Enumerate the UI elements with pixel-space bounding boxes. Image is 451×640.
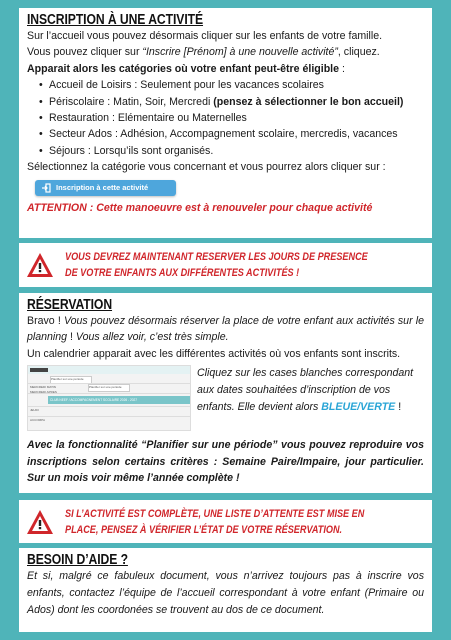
inscription-card [19, 8, 432, 238]
list-item: • Périscolaire : Matin, Soir, Mercredi (pensez à sélectionner le bon accueil) [39, 94, 424, 110]
categories-intro: Apparait alors les catégories où votre enfant peut-être éligible : [27, 62, 345, 75]
list-item: • Restauration : Elémentaire ou Maternelles [39, 110, 424, 126]
attention-note: ATTENTION : Cette manoeuvre est à renouveler pour chaque activité [27, 201, 373, 214]
warning-triangle-icon [25, 508, 55, 536]
inscription-button-label: Inscription à cette activité [56, 183, 149, 193]
warning-banner-waitlist [19, 500, 432, 543]
select-line: Sélectionnez la catégorie vous concernant et vous pourrez alors cliquer sur : [27, 161, 386, 174]
calendar-cell[interactable]: Planifier sur une période [50, 376, 92, 384]
click-line: Vous pouvez cliquer sur “Inscrire [Prénom] à une nouvelle activité”, cliquez. [27, 46, 380, 59]
help-card [19, 548, 432, 632]
planifier-paragraph: Avec la fonctionnalité “Planifier sur une période” vous pouvez reproduire vos inscriptions selon certains critères : Semaine Paire/Impaire, jour particulier. Sur un mois voir même l’année complète ! [27, 439, 424, 485]
categories-list [27, 77, 424, 159]
calendar-section [27, 365, 424, 431]
list-item: • Secteur Ados : Adhésion, Accompagnement scolaire, mercredis, vacances [39, 126, 424, 142]
calendar-screenshot: Planifier sur une période Planifier sur une période MERCREDI MATIN MERCREDI APRES JEUDI ACCOMPA CLUB NEEF / ACCOMPAGNEMENT SCOLAIRE 2026 - 2027 [27, 365, 191, 431]
list-item: • Séjours : Lorsqu’ils sont organisés. [39, 143, 424, 159]
inscription-title: INSCRIPTION À UNE ACTIVITÉ [27, 12, 204, 28]
intro-line: Sur l’accueil vous pouvez désormais cliquer sur les enfants de votre famille. [27, 30, 383, 42]
warning-banner-reserve [19, 243, 432, 287]
activity-bar: CLUB NEEF / ACCOMPAGNEMENT SCOLAIRE 2026 - 2027 [48, 396, 191, 404]
calendar-instructions: Cliquez sur les cases blanches correspondant aux dates souhaitées d’inscription de vos enfants. Elle devient alors BLEUE/VERTE ! [197, 367, 414, 414]
calendar-cell[interactable]: Planifier sur une période [88, 384, 130, 392]
help-title: BESOIN D’AIDE ? [27, 552, 128, 568]
list-item: • Accueil de Loisirs : Seulement pour les vacances scolaires [39, 77, 424, 93]
bravo-paragraph: Bravo ! Vous pouvez désormais réserver la place de votre enfant aux activités sur le planning ! Vous allez voir, c’est très simple. [27, 315, 424, 344]
warning-text-waitlist: SI L’ACTIVITÉ EST COMPLÈTE, UNE LISTE D’ATTENTE EST MISE EN PLACE, PENSEZ À VÉRIFIER L’ÉTAT DE VOTRE RÉSERVATION. [65, 507, 365, 536]
reservation-card [19, 293, 432, 493]
reservation-title: RÉSERVATION [27, 297, 113, 313]
calendar-line: Un calendrier apparait avec les différentes activités où vos enfants sont inscrits. [27, 347, 401, 360]
warning-text-reserve: VOUS DEVREZ MAINTENANT RESERVER LES JOURS DE PRESENCE DE VOTRE ENFANTS AUX DIFFÉRENTES ACTIVITÉS ! [65, 251, 368, 279]
warning-triangle-icon [25, 251, 55, 279]
sign-in-icon [41, 183, 51, 193]
help-text: Et si, malgré ce fabuleux document, vous n’arrivez toujours pas à inscrire vos enfants, contactez l’équipe de l’accueil correspondant à votre enfant (Primaire ou Ados) dont les coordonées se trouvent au dos de ce document. [27, 570, 424, 616]
inscription-button[interactable] [35, 180, 176, 196]
